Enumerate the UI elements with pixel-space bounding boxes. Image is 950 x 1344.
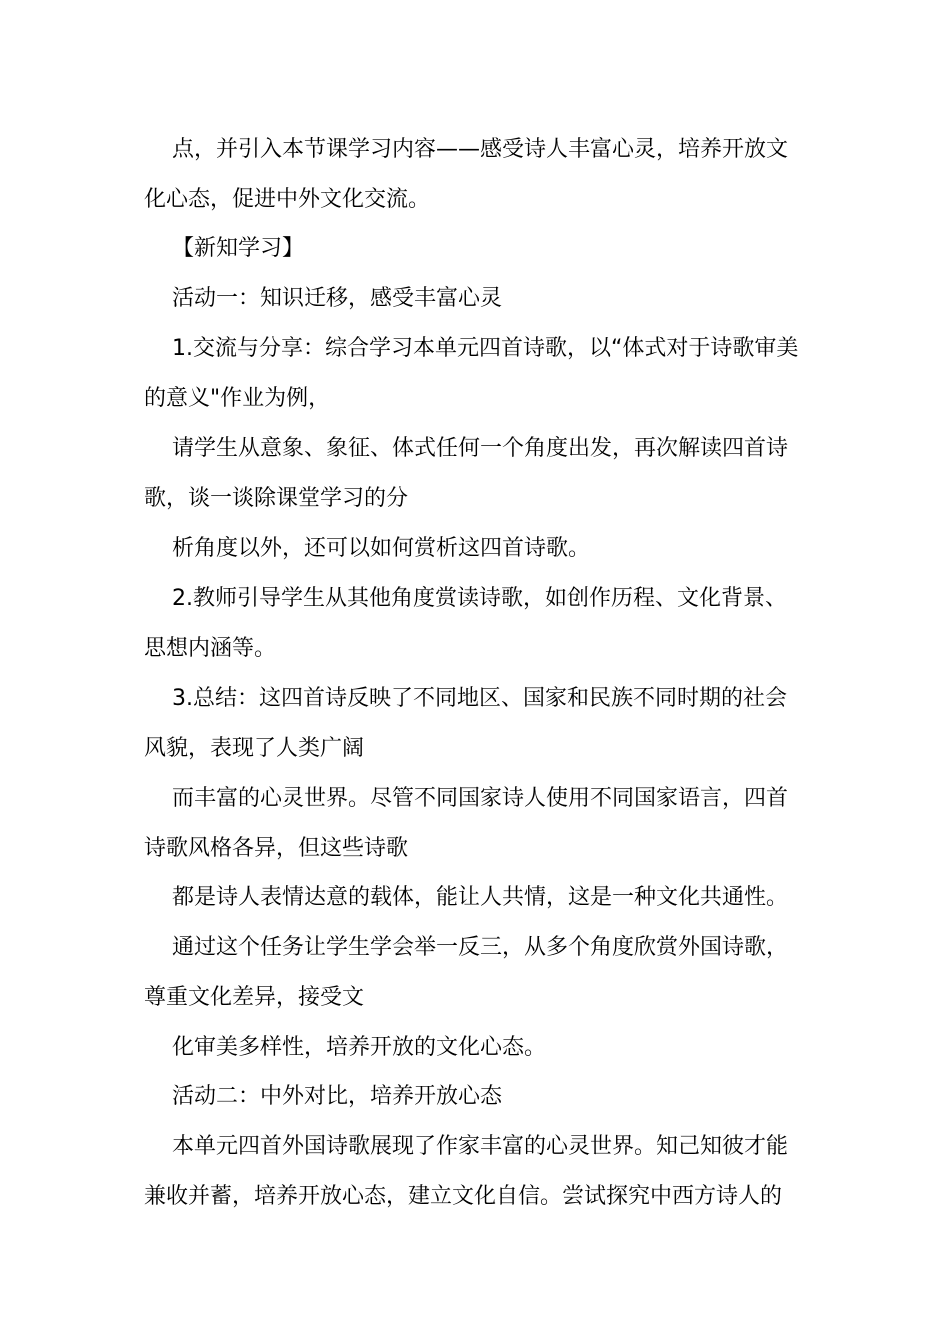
paragraph-line: 2.教师引导学生从其他角度赏读诗歌，如创作历程、文化背景、: [172, 586, 787, 611]
paragraph-line: 析角度以外，还可以如何赏析这四首诗歌。: [172, 536, 591, 561]
paragraph-line: 而丰富的心灵世界。尽管不同国家诗人使用不同国家语言，四首: [172, 786, 789, 811]
paragraph-line: 兼收并蓄，培养开放心态，建立文化自信。尝试探究中西方诗人的: [144, 1184, 783, 1209]
section-heading: 【新知学习】: [172, 236, 305, 261]
paragraph-line: 都是诗人表情达意的载体，能让人共情，这是一种文化共通性。: [172, 885, 789, 910]
activity-heading: 活动二：中外对比，培养开放心态: [172, 1084, 503, 1109]
paragraph-line: 点，并引入本节课学习内容——感受诗人丰富心灵，培养开放文: [172, 137, 789, 162]
paragraph-line: 3.总结：这四首诗反映了不同地区、国家和民族不同时期的社会: [172, 686, 787, 711]
paragraph-line: 的意义"作业为例，: [144, 386, 331, 411]
paragraph-line: 歌，谈一谈除课堂学习的分: [144, 486, 409, 511]
paragraph-line: 诗歌风格各异，但这些诗歌: [144, 836, 409, 861]
paragraph-line: 化审美多样性，培养开放的文化心态。: [172, 1035, 547, 1060]
activity-heading: 活动一：知识迁移，感受丰富心灵: [172, 286, 503, 311]
paragraph-line: 风貌，表现了人类广阔: [144, 736, 365, 761]
paragraph-line: 尊重文化差异，接受文: [144, 985, 365, 1010]
paragraph-line: 本单元四首外国诗歌展现了作家丰富的心灵世界。知己知彼才能: [172, 1134, 789, 1159]
paragraph-line: 思想内涵等。: [144, 636, 277, 661]
paragraph-line: 化心态，促进中外文化交流。: [144, 187, 431, 212]
paragraph-line: 请学生从意象、象征、体式任何一个角度出发，再次解读四首诗: [172, 436, 789, 461]
paragraph-line: 通过这个任务让学生学会举一反三，从多个角度欣赏外国诗歌，: [172, 935, 789, 960]
paragraph-line: 1.交流与分享：综合学习本单元四首诗歌，以“体式对于诗歌审美: [172, 336, 799, 361]
